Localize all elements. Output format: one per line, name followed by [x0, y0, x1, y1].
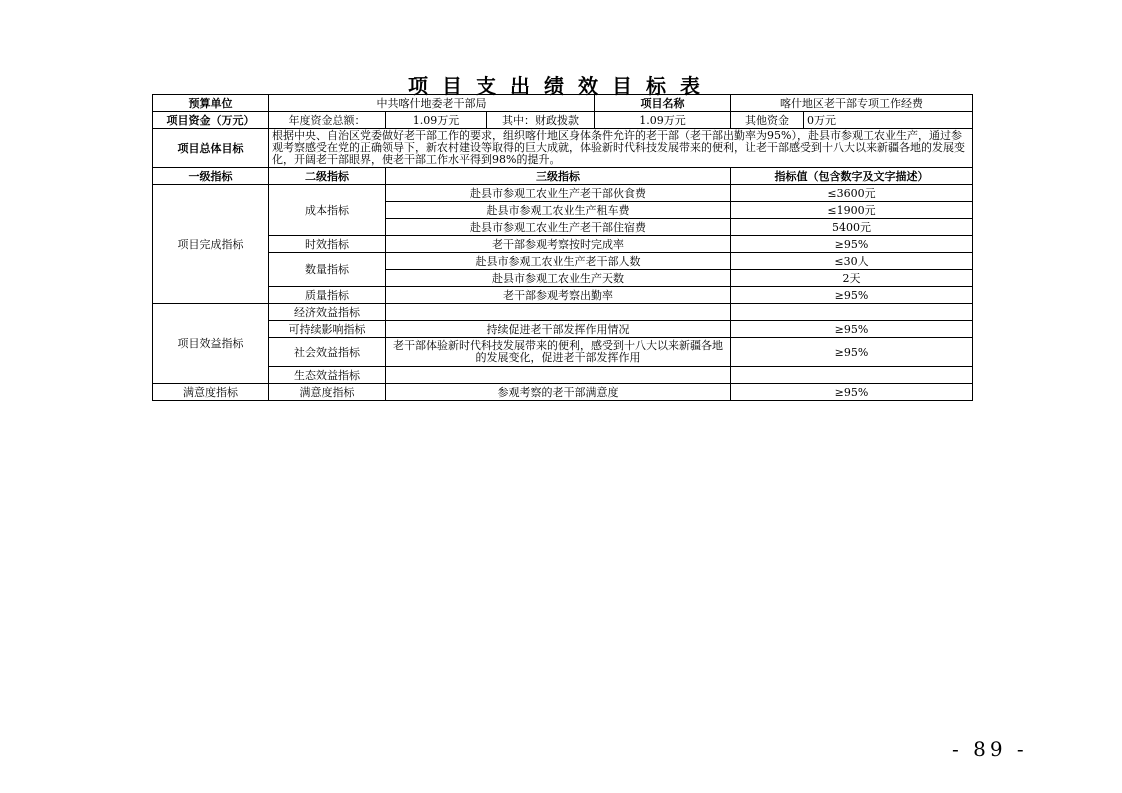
table-row: [153, 236, 973, 253]
value-cost-lodging: 5400元: [731, 219, 973, 236]
level3-ecological-empty: [386, 367, 731, 384]
table-row: [153, 367, 973, 384]
performance-target-table: [152, 94, 973, 401]
level3-sustainable: 持续促进老干部发挥作用情况: [386, 321, 731, 338]
level3-quantity-days: 赴县市参观工农业生产天数: [386, 270, 731, 287]
table-row: [153, 112, 973, 129]
level2-time: 时效指标: [269, 236, 386, 253]
level2-economic: 经济效益指标: [269, 304, 386, 321]
value-quantity-days: 2天: [731, 270, 973, 287]
goal-text: 根据中央、自治区党委做好老干部工作的要求，组织喀什地区身体条件允许的老干部（老干部出勤率为95%），赴县市参观工农业生产，通过参观考察感受在党的正确领导下，新农村建设等取得的巨大成就，体验新时代科技发展带来的便利，让老干部感受到十八大以来新疆各地的发展变化，开阔老干部眼界，使老干部工作水平得到98%的提升。: [269, 129, 973, 168]
table-row: [153, 384, 973, 401]
level3-quality-attendance: 老干部参观考察出勤率: [386, 287, 731, 304]
annual-total-value: 1.09万元: [386, 112, 487, 129]
funds-label: 项目资金（万元）: [153, 112, 269, 129]
level3-satisfaction: 参观考察的老干部满意度: [386, 384, 731, 401]
value-time-completion: ≥95%: [731, 236, 973, 253]
level1-completion: 项目完成指标: [153, 185, 269, 304]
goal-label: 项目总体目标: [153, 129, 269, 168]
other-funds-value: 0万元: [804, 112, 973, 129]
page-number: - 89 -: [952, 737, 1028, 761]
value-quality-attendance: ≥95%: [731, 287, 973, 304]
annual-total-label: 年度资金总额：: [269, 112, 386, 129]
fiscal-label: 其中：财政拨款: [487, 112, 595, 129]
column-header-level1: 一级指标: [153, 168, 269, 185]
page-title: 项目支出绩效目标表: [408, 74, 714, 98]
value-quantity-people: ≤30人: [731, 253, 973, 270]
level3-cost-meals: 赴县市参观工农业生产老干部伙食费: [386, 185, 731, 202]
fiscal-value: 1.09万元: [595, 112, 731, 129]
value-ecological-empty: [731, 367, 973, 384]
level2-cost: 成本指标: [269, 185, 386, 236]
level2-quality: 质量指标: [269, 287, 386, 304]
column-header-level3: 三级指标: [386, 168, 731, 185]
value-cost-meals: ≤3600元: [731, 185, 973, 202]
level1-satisfaction: 满意度指标: [153, 384, 269, 401]
budget-unit-value: 中共喀什地委老干部局: [269, 95, 595, 112]
level2-sustainable: 可持续影响指标: [269, 321, 386, 338]
level3-cost-lodging: 赴县市参观工农业生产老干部住宿费: [386, 219, 731, 236]
value-sustainable: ≥95%: [731, 321, 973, 338]
table-row: [153, 129, 973, 168]
table-row: [153, 185, 973, 202]
value-social: ≥95%: [731, 338, 973, 367]
level2-ecological: 生态效益指标: [269, 367, 386, 384]
level3-economic-empty: [386, 304, 731, 321]
project-name-value: 喀什地区老干部专项工作经费: [731, 95, 973, 112]
level3-quantity-people: 赴县市参观工农业生产老干部人数: [386, 253, 731, 270]
table-row: [153, 287, 973, 304]
project-name-label: 项目名称: [595, 95, 731, 112]
level3-time-completion: 老干部参观考察按时完成率: [386, 236, 731, 253]
value-economic-empty: [731, 304, 973, 321]
level3-cost-car: 赴县市参观工农业生产租车费: [386, 202, 731, 219]
column-header-value: 指标值（包含数字及文字描述）: [731, 168, 973, 185]
table-row: [153, 253, 973, 270]
table-header-row: [153, 168, 973, 185]
level2-quantity: 数量指标: [269, 253, 386, 287]
value-satisfaction: ≥95%: [731, 384, 973, 401]
budget-unit-label: 预算单位: [153, 95, 269, 112]
value-cost-car: ≤1900元: [731, 202, 973, 219]
other-funds-label: 其他资金: [731, 112, 804, 129]
table-row: [153, 95, 973, 112]
level2-social: 社会效益指标: [269, 338, 386, 367]
table-row: [153, 304, 973, 321]
table-row: [153, 321, 973, 338]
table-row: [153, 338, 973, 367]
level3-social: 老干部体验新时代科技发展带来的便利，感受到十八大以来新疆各地的发展变化，促进老干部发挥作用: [386, 338, 731, 367]
column-header-level2: 二级指标: [269, 168, 386, 185]
level1-benefit: 项目效益指标: [153, 304, 269, 384]
level2-satisfaction: 满意度指标: [269, 384, 386, 401]
